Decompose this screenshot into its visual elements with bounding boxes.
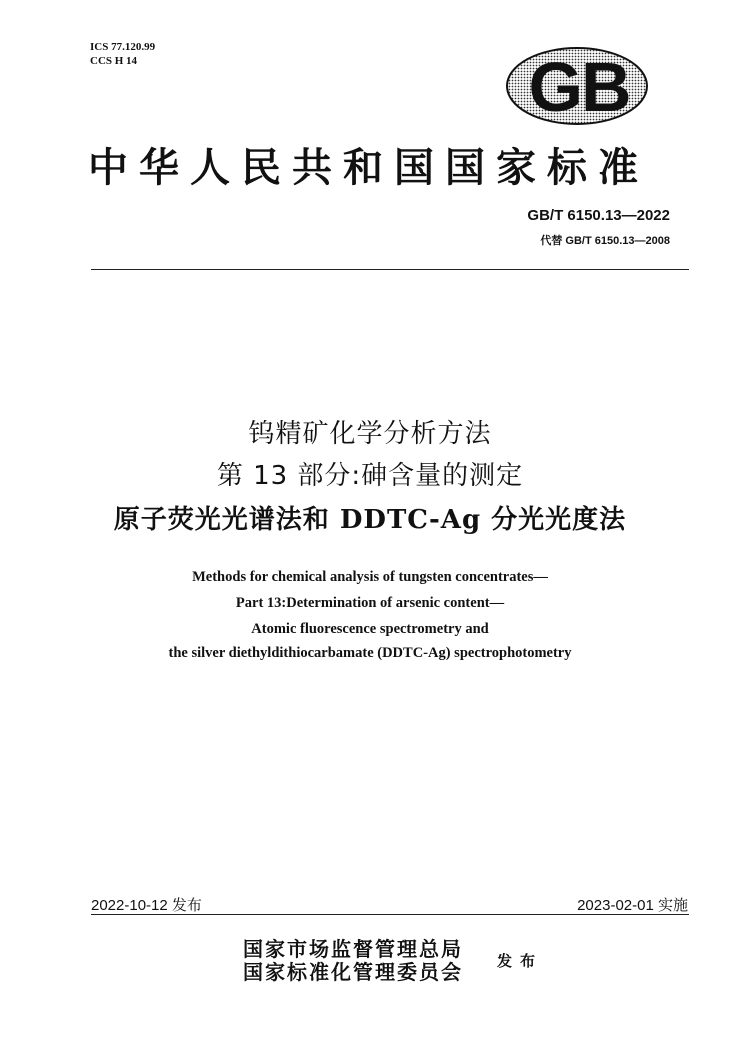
national-standard-heading: 中华人民共和国国家标准 bbox=[88, 144, 649, 191]
publish-action: 发布 bbox=[497, 952, 544, 970]
standard-number: GB/T 6150.13—2022 bbox=[527, 207, 670, 224]
bottom-divider bbox=[91, 914, 689, 915]
title-en-line2: Part 13:Determination of arsenic content— bbox=[235, 595, 505, 611]
title-en-line1: Methods for chemical analysis of tungsten concentrates— bbox=[192, 569, 548, 585]
publisher-line2: 国家标准化管理委员会 bbox=[243, 960, 463, 984]
gb-logo-text: GB bbox=[528, 48, 630, 126]
gb-logo bbox=[505, 46, 650, 126]
title-cn-line1: 钨精矿化学分析方法 bbox=[248, 419, 492, 449]
issue-date: 2022-10-12 发布 bbox=[91, 897, 202, 914]
standard-replaces: 代替 GB/T 6150.13—2008 bbox=[540, 235, 670, 247]
title-en-line3: Atomic fluorescence spectrometry and bbox=[251, 621, 489, 637]
title-cn-line3: 原子荧光光谱法和 DDTC-Ag 分光光度法 bbox=[113, 505, 627, 535]
classification-codes bbox=[90, 40, 155, 68]
publishers bbox=[243, 938, 463, 984]
ics-code: ICS 77.120.99 bbox=[90, 41, 156, 53]
top-divider bbox=[91, 269, 689, 270]
effective-date: 2023-02-01 实施 bbox=[577, 897, 688, 914]
publisher-line1: 国家市场监督管理总局 bbox=[243, 937, 463, 961]
title-cn-line2: 第 13 部分:砷含量的测定 bbox=[216, 461, 524, 491]
title-en-line4: the silver diethyldithiocarbamate (DDTC-Ag) spectrophotometry bbox=[168, 645, 572, 661]
ccs-code: CCS H 14 bbox=[90, 55, 138, 67]
